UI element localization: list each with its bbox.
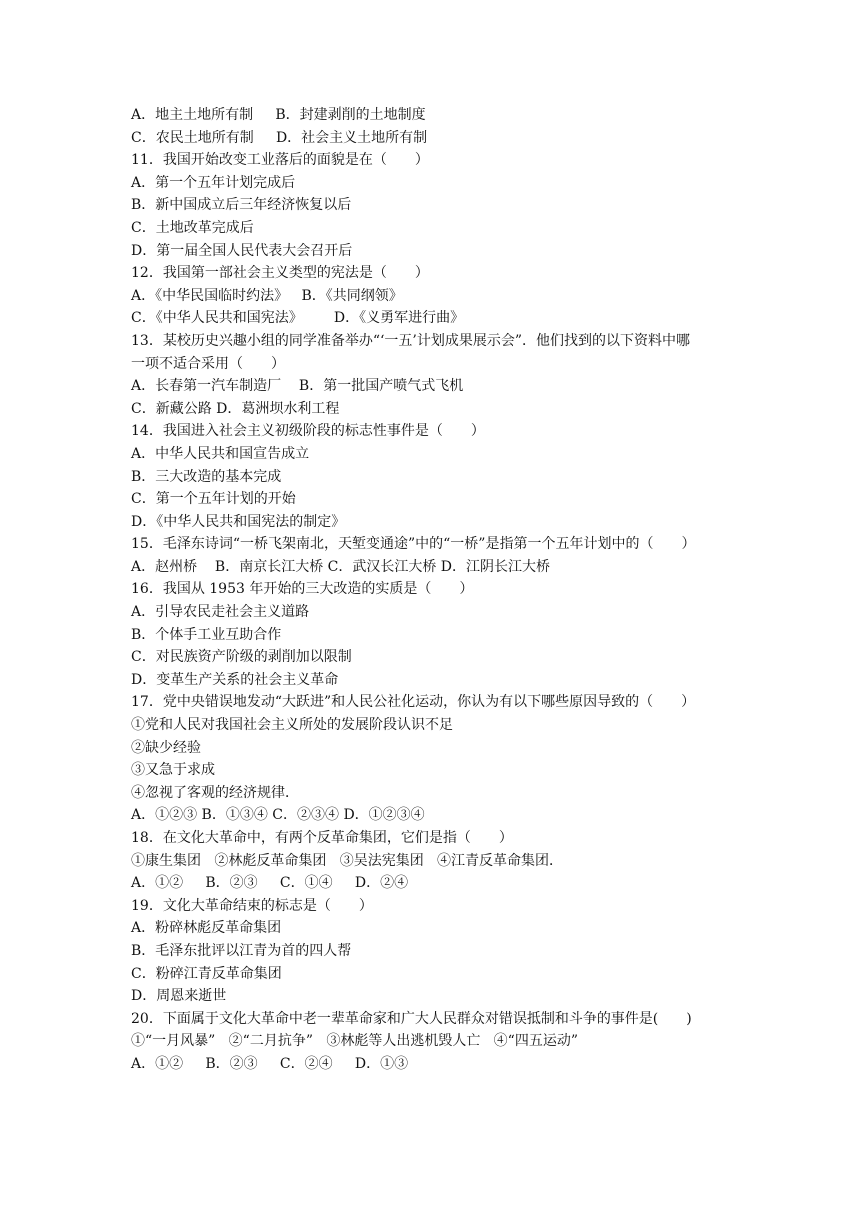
option-line: C．粉碎江青反革命集团: [131, 965, 282, 982]
question-13-continued: 一项不适合采用（ ）: [131, 355, 285, 372]
option-line: A．地主土地所有制 B．封建剥削的土地制度: [131, 107, 426, 123]
question-20: 20．下面属于文化大革命中老一辈革命家和广大人民群众对错误抵制和斗争的事件是( ): [131, 1010, 692, 1027]
statement-line: ①党和人民对我国社会主义所处的发展阶段认识不足: [131, 717, 453, 734]
statement-line: ②缺少经验: [131, 739, 201, 756]
option-line: C．第一个五年计划的开始: [131, 491, 296, 508]
option-line: A．引导农民走社会主义道路: [131, 604, 310, 621]
option-line: C．农民土地所有制 D．社会主义土地所有制: [131, 129, 428, 146]
option-line: C．对民族资产阶级的剥削加以限制: [131, 649, 352, 666]
question-16: 16．我国从 1953 年开始的三大改造的实质是（ ）: [131, 581, 474, 598]
statement-line: ①“一月风暴” ②“二月抗争” ③林彪等人出逃机毁人亡 ④“四五运动”: [131, 1033, 578, 1050]
option-line: A．第一个五年计划完成后: [131, 174, 296, 191]
option-line: D．《中华人民共和国宪法的制定》: [131, 513, 346, 530]
option-line: A．①②③ B．①③④ C．②③④ D．①②③④: [131, 807, 425, 824]
option-line: A．中华人民共和国宣告成立: [131, 445, 310, 462]
question-12: 12．我国第一部社会主义类型的宪法是（ ）: [131, 265, 429, 282]
option-line: C．《中华人民共和国宪法》 D．《义勇军进行曲》: [131, 310, 465, 327]
option-line: D．第一届全国人民代表大会召开后: [131, 242, 353, 259]
question-18: 18．在文化大革命中，有两个反革命集团，它们是指（ ）: [131, 830, 513, 846]
question-13: 13．某校历史兴趣小组的同学准备举办“‘一五’计划成果展示会”．他们找到的以下资料中哪: [131, 332, 691, 349]
option-line: A．赵州桥 B．南京长江大桥 C．武汉长江大桥 D．江阴长江大桥: [131, 558, 551, 575]
statement-line: ①康生集团 ②林彪反革命集团 ③吴法宪集团 ④江青反革命集团．: [131, 852, 564, 869]
question-19: 19．文化大革命结束的标志是（ ）: [131, 897, 373, 914]
option-line: A．①② B．②③ C．②④ D．①③: [131, 1055, 409, 1072]
option-line: B．毛泽东批评以江青为首的四人帮: [131, 942, 352, 959]
question-15: 15．毛泽东诗词“一桥飞架南北，天堑变通途”中的“一桥”是指第一个五年计划中的（ ）: [131, 536, 696, 553]
option-line: A．长春第一汽车制造厂 B．第一批国产喷气式飞机: [131, 378, 464, 395]
statement-line: ③又急于求成: [131, 762, 215, 779]
question-11: 11．我国开始改变工业落后的面貌是在（ ）: [131, 152, 429, 169]
option-line: B．个体手工业互助合作: [131, 626, 282, 643]
option-line: B．三大改造的基本完成: [131, 468, 282, 485]
option-line: B．新中国成立后三年经济恢复以后: [131, 197, 352, 214]
question-17: 17．党中央错误地发动“大跃进”和人民公社化运动，你认为有以下哪些原因导致的（ ）: [131, 694, 696, 711]
document-body: [131, 104, 751, 1076]
option-line: D．变革生产关系的社会主义革命: [131, 671, 339, 688]
question-14: 14．我国进入社会主义初级阶段的标志性事件是（ ）: [131, 423, 485, 440]
option-line: A．《中华民国临时约法》 B．《共同纲领》: [131, 287, 403, 304]
option-line: D．周恩来逝世: [131, 988, 227, 1005]
option-line: A．①② B．②③ C．①④ D．②④: [131, 875, 409, 892]
option-line: C．土地改革完成后: [131, 219, 254, 236]
option-line: A．粉碎林彪反革命集团: [131, 920, 282, 937]
option-line: C．新藏公路 D．葛洲坝水利工程: [131, 400, 340, 417]
statement-line: ④忽视了客观的经济规律．: [131, 784, 299, 801]
